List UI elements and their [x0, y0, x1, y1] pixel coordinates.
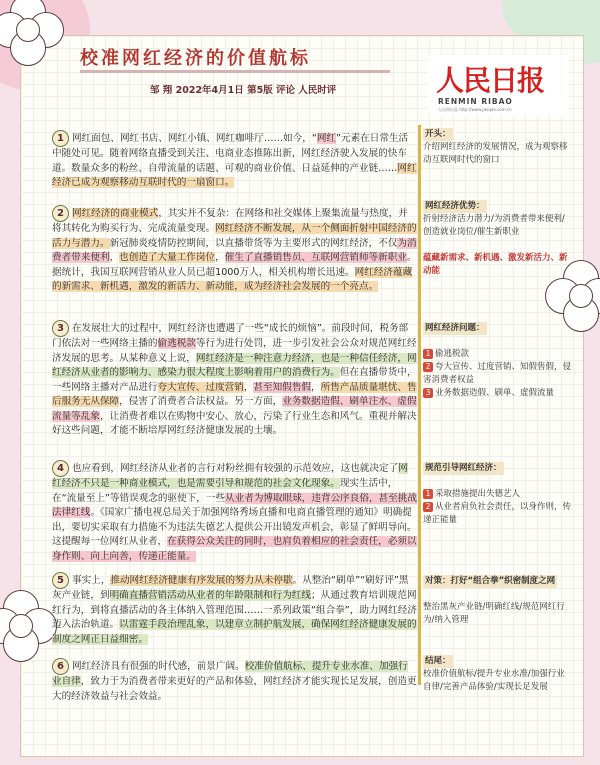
side-note-opening: 开头： 介绍网红经济的发展情况，成为观察移动互联网时代的窗口 [423, 129, 568, 165]
flower-icon [0, 590, 55, 660]
number-one-icon: 1 [423, 349, 433, 359]
list-item: 3 业务数据造假、刷单、虚假流量 [423, 387, 571, 400]
paragraph-number-icon: 5 [52, 572, 69, 589]
paragraph-6: 6 网红经济具有很强的时代感，前景广阔。校准价值航标、提升专业水准、加强行业自律，致力于为消费者带来更好的产品和体验，网红经济才能实现长足发展，创造更大的经济效益与社会效益。 [52, 658, 417, 704]
paragraph-number-icon: 4 [52, 460, 69, 477]
number-one-icon: 1 [423, 489, 433, 499]
title-underline [80, 70, 390, 73]
paragraph-2: 2 网红经济的商业模式，其实并不复杂：在网络和社交媒体上聚集流量与热度，并将其转化为购买行为、完成流量变现。网红经济不断发展，从一个侧面折射中国经济的活力与潜力。新冠肺炎疫情防控期间，以直播带货等为主要形式的网红经济，不仅为消费者带来便利，也创造了大量工作岗位，催生了直播销售员、互联网营销师等新职业。据统计，我国互联网营销从业人员已超1000万人，相关机构增长迅速。网红经济蕴藏的新需求、新机遇，激发的新活力、新动能，成为经济社会发展的一个亮点。 [52, 205, 417, 295]
paragraph-number-icon: 2 [52, 205, 69, 222]
side-note-guidance: 规范引导网红经济： 1 采取措施提出失德艺人 2 从业者肩负社会责任，以身作则，传递正能量 [423, 463, 572, 525]
side-note-ending: 结尾： 校准价值航标/提升专业水准/加强行业自律/完善产品体验/实现长足发展 [423, 656, 565, 692]
number-two-icon: 2 [423, 362, 433, 372]
paragraph-4: 4 也应看到，网红经济从业者的言行对粉丝拥有较强的示范效应，这也就决定了网红经济不只是一种商业模式，也是需要引导和规范的社会文化现象。现实生活中，在“流量至上”等错误观念的驱使下，一些从业者为博取眼球，违背公序良俗，甚至挑战法律红线。《国家广播电视总局关于加强网络秀场直播和电商直播管理的通知》明确提出，要切实采取有力措施不为违法失德艺人提供公开出镜发声机会，彰显了鲜明导向。这提醒每一位网红从业者，在获得公众关注的同时，也肩负着相应的社会责任，必须以身作则、向上向善，传递正能量。 [52, 460, 417, 564]
side-note-countermeasures: 对策：打好“组合拳”织密制度之网 整治黑灰产业链/明确红线/规范网红行为/纳入管理 [423, 576, 565, 625]
flower-icon [0, 0, 62, 64]
paragraph-number-icon: 1 [52, 130, 69, 147]
paragraph-number-icon: 3 [52, 320, 69, 337]
byline: 邹 翔 2022年4月1日 第5版 评论 人民时评 [150, 85, 337, 96]
side-note-advantages: 网红经济优势： 折射经济活力潜力/为消费者带来便利/创造就业岗位/催生新职业 蕴藏新需求、新机遇、激发新活力、新动能 [423, 201, 568, 276]
newspaper-logo [428, 55, 568, 115]
side-divider [418, 125, 421, 685]
page-title: 校准网红经济的价值航标 [80, 48, 311, 69]
paragraph-3: 3 在发展壮大的过程中，网红经济也遭遇了一些“成长的烦恼”。前段时间，税务部门依法对一些网络主播的偷逃税款等行为进行处罚，进一步引发社会公众对规范网红经济发展的思考。从某种意义上说，网红经济是一种注意力经济，也是一种信任经济，网红经济从业者的影响力、感染力很大程度上影响着用户的消费行为。但在直播带货中，一些网络主播对产品进行夸大宣传、过度营销，甚至知假售假，所售产品质量堪忧、售后服务无从保障，侵害了消费者合法权益。另一方面，业务数据造假、刷单注水、虚假流量等乱象，让消费者难以在购物中安心、放心，污染了行业生态和风气。重视并解决好这些问题，才能不断培厚网红经济健康发展的土壤。 [52, 320, 417, 439]
list-item: 1 偷逃税款 [423, 348, 571, 361]
number-three-icon: 3 [423, 388, 433, 398]
paragraph-1: 1 网红面包、网红书店、网红小镇、网红咖啡厅……如今，“网红”元素在日常生活中随处可见。随着网络直播受到关注、电商业态推陈出新，网红经济驶入发展的快车道。数量众多的粉丝、自带流量的话题、可观的商业价值、日益延伸的产业链……网红经济已成为观察移动互联时代的一扇窗口。 [52, 130, 417, 191]
logo-text-en: RENMIN RIBAO [438, 97, 513, 106]
number-two-icon: 2 [423, 502, 433, 512]
list-item: 2 夸大宣传、过度营销、知假售假，侵害消费者权益 [423, 362, 572, 385]
logo-text-cn: 人民日报 [436, 64, 545, 97]
list-item: 2 从业者肩负社会责任，以身作则，传递正能量 [423, 502, 572, 525]
logo-subtext: 人民网出品 http://www.people.com.cn [438, 107, 512, 112]
paragraph-number-icon: 6 [52, 658, 69, 675]
side-note-problems: 网红经济问题： 1 偷逃税款 2 夸大宣传、过度营销、知假售假，侵害消费者权益 3 业务数据造假、刷单、虚假流量 [423, 323, 572, 398]
paragraph-5: 5 事实上，推动网红经济健康有序发展的努力从未停歇。从整治“刷单”“刷好评”黑灰产业链，到明确直播营销活动从业者的年龄限制和行为红线；从通过教育培训规范网红行为，到将直播活动的各主体纳入管理范围……一系列政策“组合拳”，助力网红经济迈入法治轨道。以雷霆手段治理乱象，以建章立制护航发展，确保网红经济健康发展的制度之网正日益细密。 [52, 572, 417, 647]
list-item: 1 采取措施提出失德艺人 [423, 488, 571, 501]
